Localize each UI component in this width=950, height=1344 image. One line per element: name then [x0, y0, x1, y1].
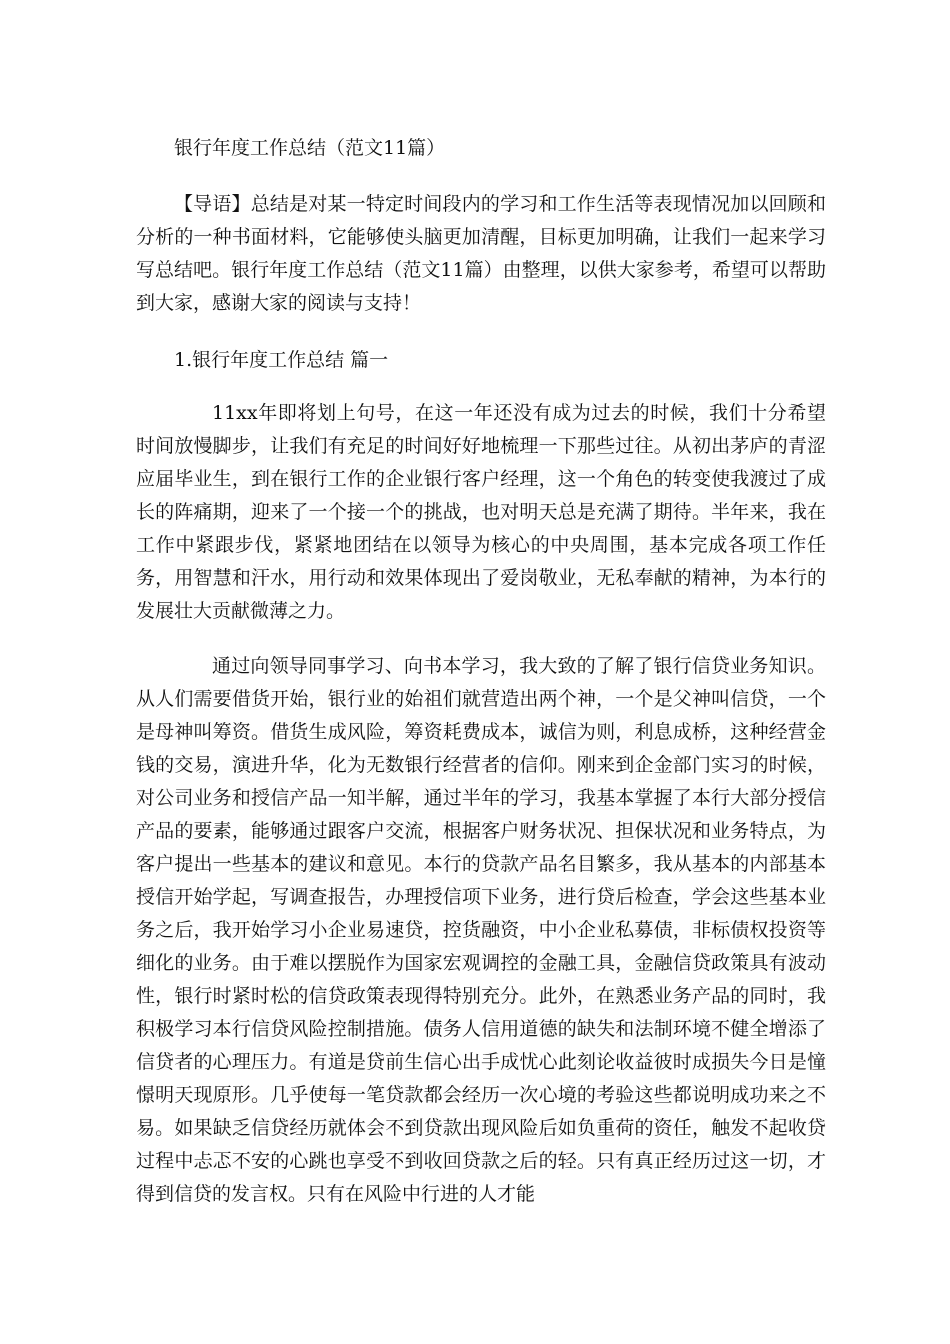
document-title: 银行年度工作总结（范文11篇）: [174, 137, 446, 159]
body-paragraph-1: 11xx年即将划上句号，在这一年还没有成为过去的时候，我们十分希望时间放慢脚步，让我们有充足的时间好好地梳理一下那些过往。从初出茅庐的青涩应届毕业生，到在银行工作的企业银行客户经理，这一个角色的转变使我渡过了成长的阵痛期，迎来了一个接一个的挑战，也对明天总是充满了期待。半年来，我在工作中紧跟步伐，紧紧地团结在以领导为核心的中央周围，基本完成各项工作任务，用智慧和汗水，用行动和效果体现出了爱岗敬业，无私奉献的精神，为本行的发展壮大贡献微薄之力。: [136, 402, 826, 622]
section-heading: 1.银行年度工作总结 篇一: [174, 349, 389, 371]
body-paragraph-2: 通过向领导同事学习、向书本学习，我大致的了解了银行信贷业务知识。从人们需要借货开始，银行业的始祖们就营造出两个神，一个是父神叫信贷，一个是母神叫筹资。借货生成风险，筹资耗费成本，诚信为则，利息成桥，这种经营金钱的交易，演进升华，化为无数银行经营者的信仰。刚来到企金部门实习的时候，对公司业务和授信产品一知半解，通过半年的学习，我基本掌握了本行大部分授信产品的要素，能够通过跟客户交流，根据客户财务状况、担保状况和业务特点，为客户提出一些基本的建议和意见。本行的贷款产品名目繁多，我从基本的内部基本授信开始学起，写调查报告，办理授信项下业务，进行贷后检查，学会这些基本业务之后，我开始学习小企业易速贷，控货融资，中小企业私募债，非标债权投资等细化的业务。由于难以摆脱作为国家宏观调控的金融工具，金融信贷政策具有波动性，银行时紧时松的信贷政策表现得特别充分。此外，在熟悉业务产品的同时，我积极学习本行信贷风险控制措施。债务人信用道德的缺失和法制环境不健全增添了信贷者的心理压力。有道是贷前生信心出手成忧心此刻论收益彼时成损失今日是憧憬明天现原形。几乎使每一笔贷款都会经历一次心境的考验这些都说明成功来之不易。如果缺乏信贷经历就体会不到贷款出现风险后如负重荷的资任，触发不起收贷过程中忐忑不安的心跳也享受不到收回贷款之后的轻。只有真正经历过这一切，才得到信贷的发言权。只有在风险中行进的人才能: [136, 655, 826, 1205]
intro-paragraph: 【导语】总结是对某一特定时间段内的学习和工作生活等表现情况加以回顾和分析的一种书面材料，它能够使头脑更加清醒，目标更加明确，让我们一起来学习写总结吧。银行年度工作总结（范文11篇）由整理，以供大家参考，希望可以帮助到大家，感谢大家的阅读与支持！: [136, 193, 826, 314]
